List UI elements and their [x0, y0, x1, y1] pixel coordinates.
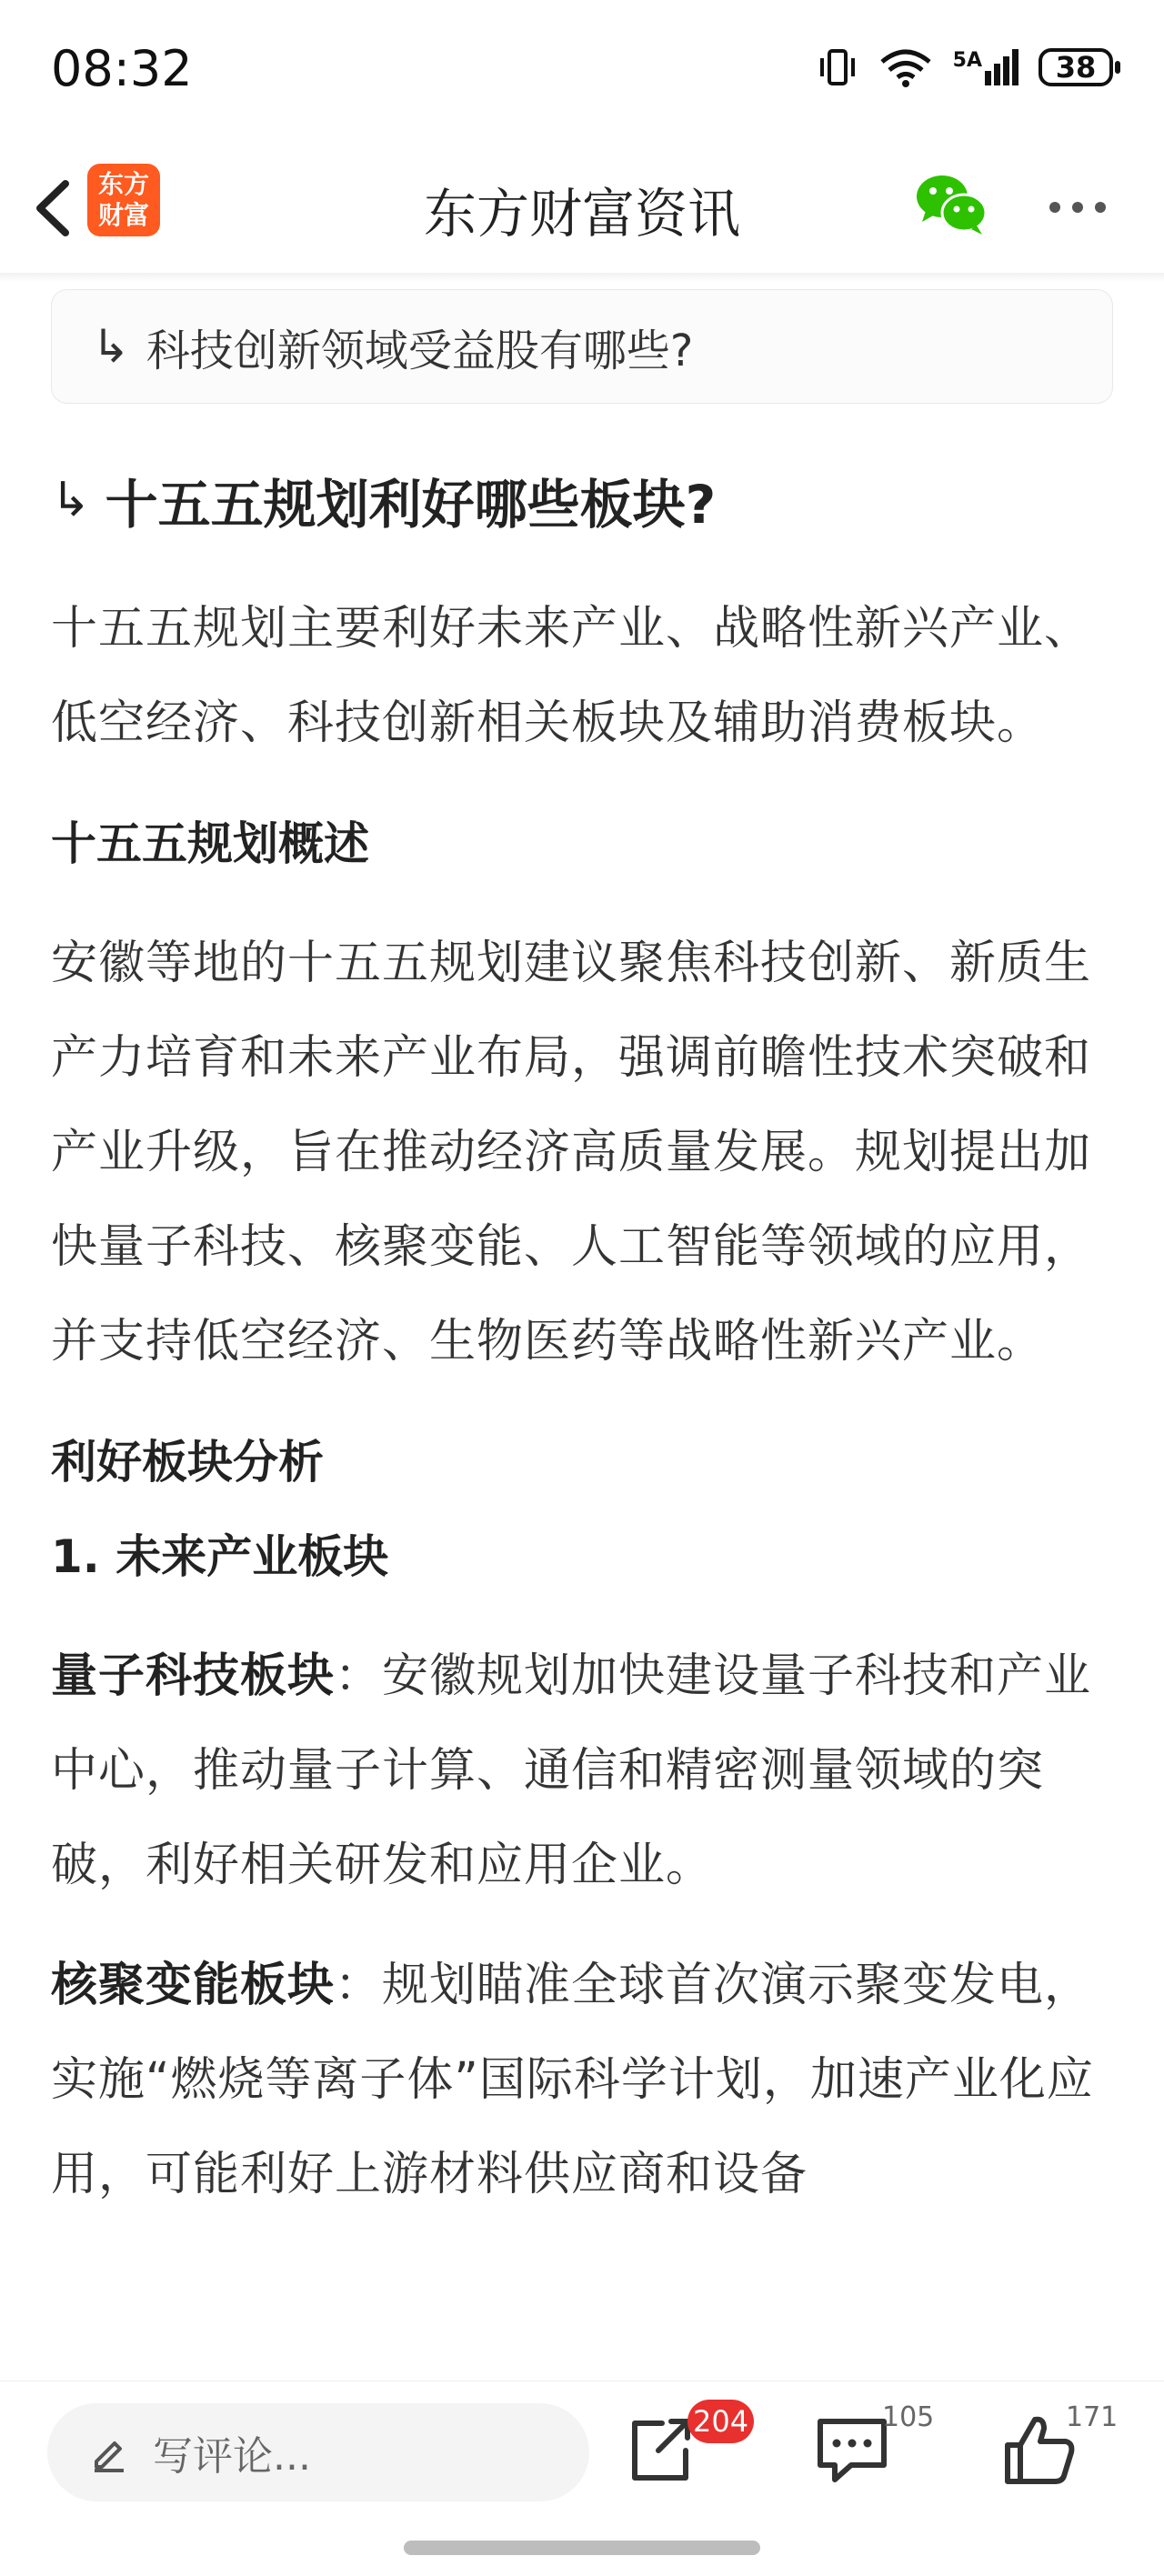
- answer-body: [51, 582, 1113, 2222]
- status-icons: [817, 47, 1113, 87]
- battery-level: 38: [1055, 50, 1097, 85]
- comment-input[interactable]: [47, 2403, 589, 2501]
- related-question-card[interactable]: [51, 289, 1113, 404]
- item-fusion: [51, 1939, 1113, 2222]
- question-heading: [51, 462, 1113, 538]
- item-quantum-body: ：安徽规划加快建设量子科技和产业中心，推动量子计算、通信和精密测量领域的突破，利好相关研发和应用企业。: [51, 1649, 1092, 1892]
- answer-summary: 十五五规划主要利好未来产业、战略性新兴产业、低空经济、科技创新相关板块及辅助消费板块。: [51, 602, 1092, 750]
- share-count-badge: 204: [687, 2400, 754, 2443]
- item-quantum: [51, 1629, 1113, 1913]
- question-text: 十五五规划利好哪些板块?: [105, 474, 717, 536]
- signal-icon: [953, 49, 1018, 85]
- comment-icon[interactable]: [811, 2409, 893, 2491]
- section-overview-body: 安徽等地的十五五规划建议聚焦科技创新、新质生产力培育和未来产业布局，强调前瞻性技术突破和产业升级，旨在推动经济高质量发展。规划提出加快量子科技、核聚变能、人工智能等领域的应用，并支持低空经济、生物医药等战略性新兴产业。: [51, 937, 1092, 1368]
- item-fusion-body: ：规划瞄准全球首次演示聚变发电，实施“燃烧等离子体”国际科学计划，加速产业化应用，可能利好上游材料供应商和设备: [51, 1959, 1094, 2201]
- app-header: [0, 145, 1164, 273]
- subsection-title-future-industry: 1. 未来产业板块: [51, 1530, 389, 1583]
- comment-count: 105: [882, 2401, 935, 2433]
- section-title-overview: 十五五规划概述: [51, 817, 369, 870]
- related-question-text: 科技创新领域受益股有哪些?: [146, 325, 694, 376]
- item-quantum-title: 量子科技板块: [51, 1649, 336, 1703]
- like-count: 171: [1066, 2401, 1119, 2433]
- page-title: 东方财富资讯: [423, 183, 740, 245]
- battery-icon: [1039, 48, 1113, 86]
- article-content: [51, 289, 1113, 2222]
- logo-line1: 东方: [97, 169, 149, 199]
- vibrate-icon: [817, 47, 858, 87]
- comment-placeholder: 写评论...: [153, 2433, 311, 2480]
- status-bar: [0, 0, 1164, 145]
- item-fusion-title: 核聚变能板块: [51, 1959, 336, 2012]
- more-options-icon[interactable]: [1046, 196, 1109, 218]
- status-time: 08:32: [51, 40, 193, 97]
- reply-arrow-icon: ↳: [51, 473, 91, 527]
- logo-line2: 财富: [97, 200, 149, 230]
- pencil-icon: [89, 2432, 129, 2472]
- content-fade: [0, 2355, 1164, 2382]
- network-label: 5A: [952, 49, 982, 72]
- wechat-share-icon[interactable]: [911, 169, 991, 240]
- wifi-icon: [878, 47, 933, 87]
- reply-arrow-icon: ↳: [92, 320, 130, 373]
- header-divider: [0, 273, 1164, 282]
- section-title-analysis: 利好板块分析: [51, 1436, 324, 1488]
- home-indicator[interactable]: [404, 2541, 760, 2555]
